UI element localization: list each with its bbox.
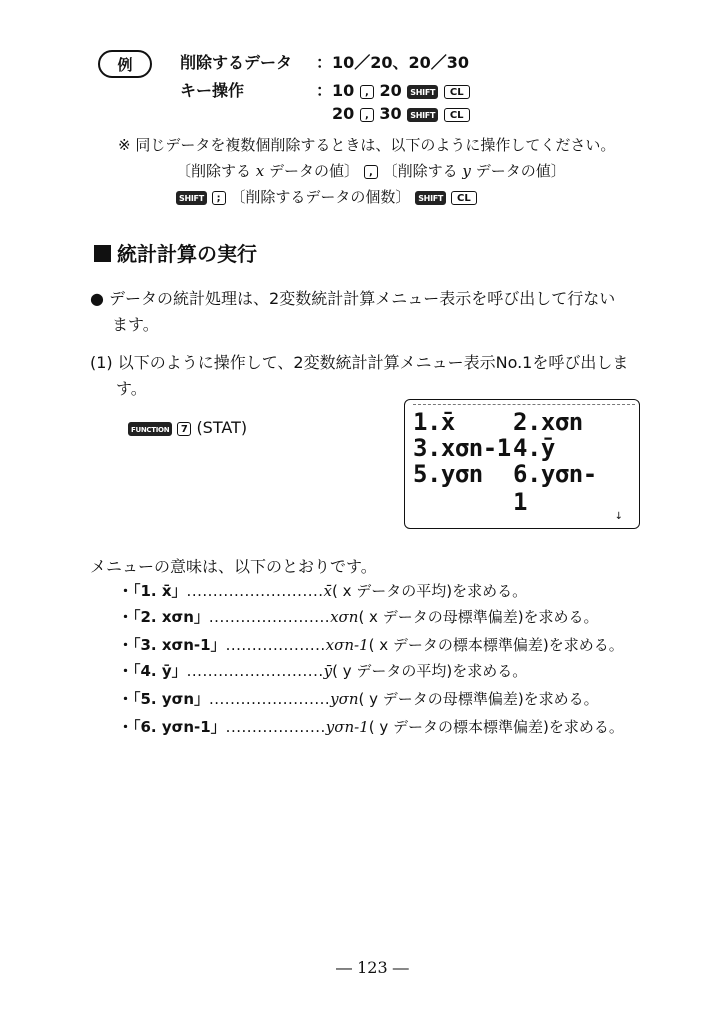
comma-key: , <box>360 85 374 99</box>
delete-data-value: ：10／20、20／30 <box>316 53 470 72</box>
key-sequence-1: ：10 , 20 SHIFT CL <box>316 78 470 101</box>
step1-line-2: す。 <box>116 379 147 398</box>
key-sequence-2: 20 , 30 SHIFT CL <box>332 104 470 123</box>
bullet-line-1: ● データの統計処理は、2変数統計計算メニュー表示を呼び出して行ない <box>90 289 616 308</box>
menu-item-label: ・「1. x̄」 <box>118 582 187 600</box>
key-operation-label: キー操作 <box>180 81 245 100</box>
section-heading: 統計計算の実行 <box>94 238 257 267</box>
menu-item <box>118 606 599 627</box>
menu-item-symbol: x̄ <box>323 582 332 600</box>
menu-item-dots: ................... <box>225 636 326 654</box>
display-row-3: 5.yσn 6.yσn-1 <box>413 460 597 516</box>
shift-key: SHIFT <box>407 108 438 122</box>
cl-key: CL <box>444 85 470 99</box>
calculator-display <box>404 399 640 529</box>
down-arrow-icon: ↓ <box>614 511 623 522</box>
menu-item-label: ・「4. ȳ」 <box>118 662 187 680</box>
menu-item <box>118 634 624 655</box>
menu-item-symbol: yσn <box>330 690 359 708</box>
menu-item-dots: ....................... <box>209 690 331 708</box>
display-row-1: 1.x̄ 2.xσn <box>413 408 583 436</box>
note-line-3: SHIFT ; 〔削除するデータの個数〕 SHIFT CL <box>176 186 477 207</box>
menu-item-dots: .......................... <box>186 582 324 600</box>
menu-item-dots: ................... <box>225 718 326 736</box>
menu-intro: メニューの意味は、以下のとおりです。 <box>90 557 377 576</box>
page-number: ― 123 ― <box>336 958 409 977</box>
menu-item-symbol: xσn-1 <box>325 636 369 654</box>
shift-key: SHIFT <box>415 191 446 205</box>
example-label: 例 <box>117 55 133 74</box>
menu-item-symbol: ȳ <box>323 662 333 680</box>
note-line-1: ※ 同じデータを複数個削除するときは、以下のように操作してください。 <box>118 136 616 154</box>
note-line-2: 〔削除する x データの値〕 , 〔削除する y データの値〕 <box>176 162 566 180</box>
menu-item-description: ( x データの平均)を求める。 <box>332 582 528 600</box>
menu-item <box>118 580 527 601</box>
menu-item-dots: ....................... <box>208 608 331 626</box>
step1-line-1: (1) 以下のように操作して、2変数統計計算メニュー表示No.1を呼び出しま <box>90 353 629 372</box>
menu-item <box>118 660 527 681</box>
menu-item-label: ・「3. xσn-1」 <box>118 636 226 654</box>
menu-item-label: ・「2. xσn」 <box>118 608 209 626</box>
display-row-2: 3.xσn-1 4.ȳ <box>413 434 555 462</box>
cl-key: CL <box>451 191 477 205</box>
square-bullet-icon <box>94 245 111 262</box>
function-key: FUNCTION <box>128 422 172 436</box>
comma-key: , <box>360 108 374 122</box>
shift-key: SHIFT <box>407 85 438 99</box>
menu-item-label: ・「5. yσn」 <box>118 690 209 708</box>
delete-data-label: 削除するデータ <box>180 53 293 72</box>
comma-key: , <box>364 165 378 179</box>
menu-item-symbol: yσn-1 <box>325 718 369 736</box>
menu-item-symbol: xσn <box>330 608 359 626</box>
seven-key: 7 <box>177 422 191 436</box>
menu-item <box>118 688 599 709</box>
cl-key: CL <box>444 108 470 122</box>
menu-item-description: ( y データの母標準偏差)を求める。 <box>358 690 599 708</box>
menu-item-dots: .......................... <box>186 662 324 680</box>
menu-item-description: ( x データの母標準偏差)を求める。 <box>358 608 599 626</box>
menu-item-description: ( y データの標本標準偏差)を求める。 <box>368 718 624 736</box>
bullet-line-2: ます。 <box>112 315 159 334</box>
shift-key: SHIFT <box>176 191 207 205</box>
example-badge <box>98 50 152 78</box>
stat-key-sequence <box>128 418 247 437</box>
menu-item <box>118 716 624 737</box>
semicolon-key: ; <box>212 191 226 205</box>
menu-item-label: ・「6. yσn-1」 <box>118 718 226 736</box>
stat-label: (STAT) <box>196 418 248 437</box>
menu-item-description: ( x データの標本標準偏差)を求める。 <box>368 636 624 654</box>
menu-item-description: ( y データの平均)を求める。 <box>332 662 528 680</box>
